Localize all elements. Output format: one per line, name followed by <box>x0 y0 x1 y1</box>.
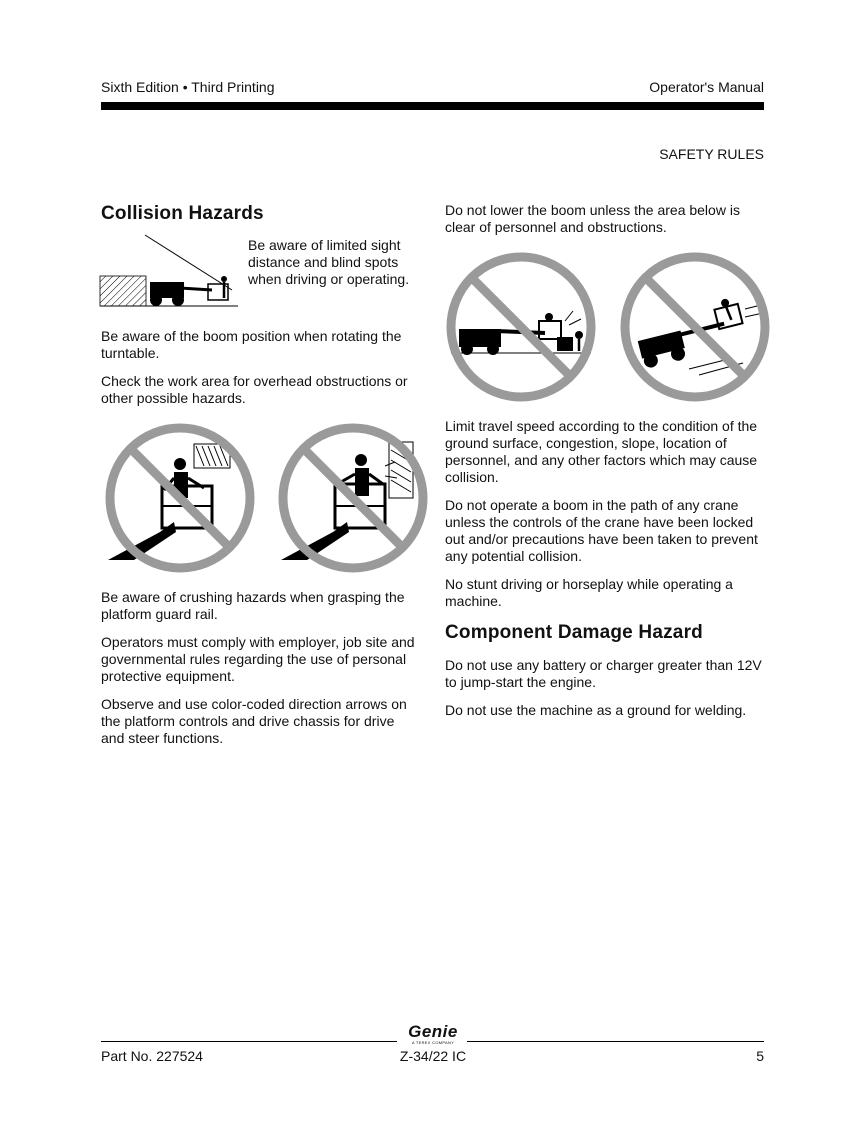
sight-text: Be aware of limited sight distance and blind spots when driving or operating. <box>248 237 410 287</box>
arrows-text: Observe and use color-coded direction arrows on the platform controls and drive chassis for drive and steer functions. <box>101 696 407 746</box>
footer-rule-left <box>101 1041 397 1042</box>
lower-boom-prohibition <box>445 251 597 403</box>
header-rule <box>101 102 764 110</box>
overhead-text: Check the work area for overhead obstructions or other possible hazards. <box>101 373 408 406</box>
model-number: Z-34/22 IC <box>399 1048 467 1064</box>
welding-text: Do not use the machine as a ground for welding. <box>445 702 747 718</box>
section-label: SAFETY RULES <box>659 146 764 162</box>
boom-position-text: Be aware of the boom position when rotating the turntable. <box>101 328 402 361</box>
collision-hazards-heading: Collision Hazards <box>101 203 264 224</box>
travel-speed-text: Limit travel speed according to the condition of the ground surface, congestion, slope, location of personnel, and any other factors which may cause collision. <box>445 418 758 485</box>
part-number: Part No. 227524 <box>101 1048 203 1064</box>
stunt-text: No stunt driving or horseplay while operating a machine. <box>445 576 733 609</box>
logo-wordmark: Genie <box>408 1022 458 1041</box>
crushing-hazard-prohibition-1 <box>104 422 256 574</box>
crushing-hazard-prohibition-2 <box>277 422 429 574</box>
crushing-text: Be aware of crushing hazards when grasping the platform guard rail. <box>101 589 405 622</box>
logo-subtitle: A TEREX COMPANY <box>411 1040 455 1045</box>
component-damage-heading: Component Damage Hazard <box>445 622 703 643</box>
battery-text: Do not use any battery or charger greater than 12V to jump-start the engine. <box>445 657 762 690</box>
footer-rule-right <box>467 1041 764 1042</box>
crane-text: Do not operate a boom in the path of any crane unless the controls of the crane have been locked out and/or precautions have been taken to prevent any potential collision. <box>445 497 758 564</box>
travel-speed-prohibition <box>619 251 771 403</box>
manual-title: Operator's Manual <box>649 79 764 95</box>
blind-spot-illustration <box>100 232 240 312</box>
lower-boom-text: Do not lower the boom unless the area below is clear of personnel and obstructions. <box>445 202 740 235</box>
genie-logo <box>400 1023 466 1045</box>
page-number: 5 <box>756 1048 764 1064</box>
edition-label: Sixth Edition • Third Printing <box>101 79 275 95</box>
comply-text: Operators must comply with employer, job site and governmental rules regarding the use of personal protective equipment. <box>101 634 415 684</box>
